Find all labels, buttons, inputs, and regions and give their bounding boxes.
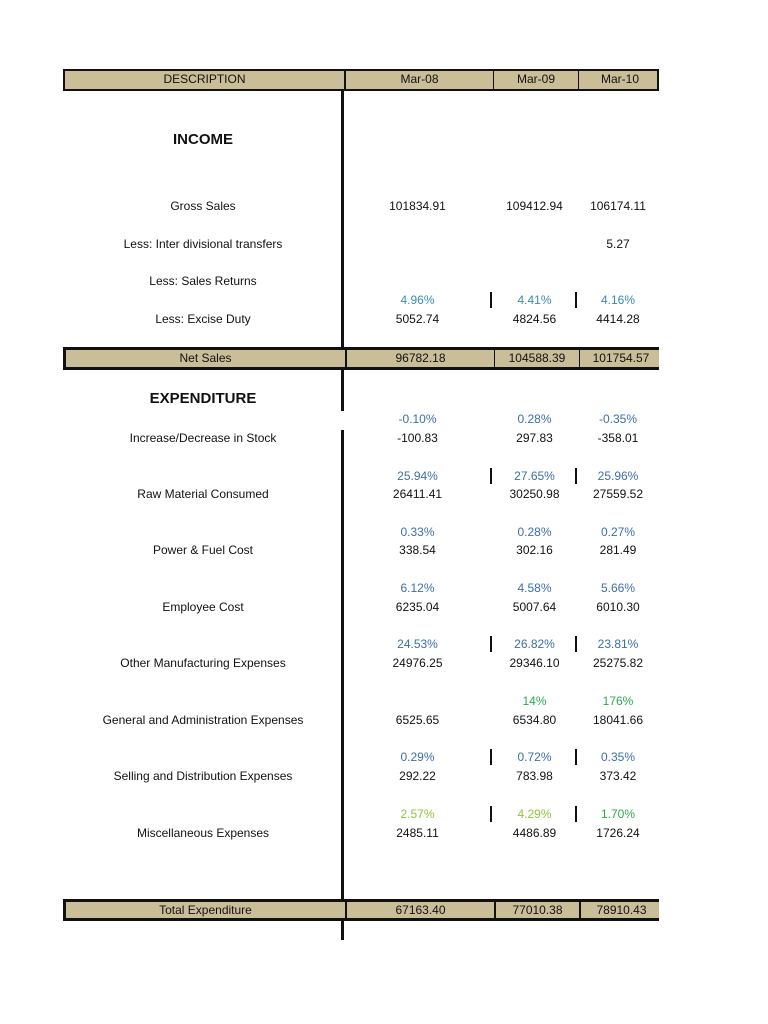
total-expenditure-row	[63, 899, 659, 921]
excise-pct-mar08: 4.96%	[400, 293, 435, 307]
misc-pct-mar09: 4.29%	[517, 807, 552, 821]
other-mfg-pct-mar09: 26.82%	[514, 637, 555, 651]
selling-pct-mar09: 0.72%	[517, 750, 552, 764]
raw-material-mar10: 27559.52	[592, 487, 644, 501]
income-title: INCOME	[173, 131, 233, 148]
gross-sales-mar09: 109412.94	[506, 199, 563, 213]
employee-pct-mar09: 4.58%	[517, 581, 552, 595]
header-mar-10: Mar-10	[578, 71, 661, 89]
other-mfg-pct-mar10: 23.81%	[597, 637, 639, 651]
net-sales-row	[63, 347, 659, 370]
total-expenditure-mar10: 78910.43	[579, 902, 662, 918]
stock-pct-mar09: 0.28%	[517, 412, 552, 426]
selling-pct-mar10: 0.35%	[600, 750, 636, 764]
misc-mar10: 1726.24	[596, 826, 640, 840]
power-fuel-pct-mar10: 0.27%	[600, 525, 636, 539]
power-fuel-pct-mar09: 0.28%	[517, 525, 552, 539]
stock-mar10: -358.01	[597, 431, 639, 445]
employee-mar08: 6235.04	[395, 600, 440, 614]
stock-mar09: 297.83	[516, 431, 553, 445]
net-sales-label: Net Sales	[179, 351, 232, 365]
stock-label: Increase/Decrease in Stock	[129, 431, 277, 445]
other-mfg-mar09: 29346.10	[509, 656, 560, 670]
selling-pct-mar08: 0.29%	[400, 750, 435, 764]
raw-material-pct-mar09: 27.65%	[514, 469, 555, 483]
general-admin-mar10: 18041.66	[592, 713, 644, 727]
inter-divisional-mar10: 5.27	[606, 237, 630, 251]
misc-pct-mar10: 1.70%	[600, 807, 636, 821]
excise-duty-mar10: 4414.28	[596, 312, 640, 326]
general-admin-mar09: 6534.80	[512, 713, 557, 727]
selling-mar08: 292.22	[399, 769, 436, 783]
selling-label: Selling and Distribution Expenses	[113, 769, 293, 783]
power-fuel-pct-mar08: 0.33%	[400, 525, 435, 539]
excise-pct-mar10: 4.16%	[600, 293, 636, 307]
raw-material-mar09: 30250.98	[509, 487, 560, 501]
employee-pct-mar08: 6.12%	[400, 581, 435, 595]
sales-returns-label: Less: Sales Returns	[149, 274, 257, 288]
gross-sales-mar10: 106174.11	[590, 199, 646, 213]
header-row	[63, 69, 659, 91]
employee-mar09: 5007.64	[512, 600, 557, 614]
power-fuel-mar08: 338.54	[399, 543, 436, 557]
misc-pct-mar08: 2.57%	[400, 807, 435, 821]
selling-mar10: 373.42	[599, 769, 637, 783]
header-mar-09: Mar-09	[493, 71, 578, 89]
net-sales-mar09: 104588.39	[494, 350, 579, 367]
gross-sales-label: Gross Sales	[170, 199, 236, 213]
general-admin-label: General and Administration Expenses	[102, 713, 304, 727]
net-sales-mar08: 96782.18	[345, 350, 494, 367]
total-expenditure-mar09: 77010.38	[494, 902, 579, 918]
general-admin-mar08: 6525.65	[395, 713, 440, 727]
total-expenditure-label: Total Expenditure	[159, 903, 252, 917]
misc-mar09: 4486.89	[512, 826, 557, 840]
other-mfg-mar10: 25275.82	[592, 656, 644, 670]
general-admin-pct-mar10: 176%	[602, 694, 634, 708]
power-fuel-label: Power & Fuel Cost	[152, 543, 254, 557]
header-mar-08: Mar-08	[344, 71, 493, 89]
stock-pct-mar08: -0.10%	[398, 412, 437, 426]
column-divider	[341, 430, 344, 940]
selling-mar09: 783.98	[516, 769, 553, 783]
other-mfg-label: Other Manufacturing Expenses	[120, 656, 286, 670]
excise-duty-mar09: 4824.56	[512, 312, 557, 326]
expenditure-title: EXPENDITURE	[149, 390, 257, 407]
power-fuel-mar09: 302.16	[516, 543, 553, 557]
misc-mar08: 2485.11	[396, 826, 439, 840]
gross-sales-mar08: 101834.91	[389, 199, 446, 213]
excise-pct-mar09: 4.41%	[517, 293, 552, 307]
raw-material-mar08: 26411.41	[392, 487, 443, 501]
net-sales-mar10: 101754.57	[579, 350, 662, 367]
stock-mar08: -100.83	[397, 431, 438, 445]
inter-divisional-label: Less: Inter divisional transfers	[123, 237, 283, 251]
raw-material-label: Raw Material Consumed	[137, 487, 269, 501]
total-expenditure-mar08: 67163.40	[345, 902, 494, 918]
power-fuel-mar10: 281.49	[599, 543, 637, 557]
excise-duty-mar08: 5052.74	[395, 312, 440, 326]
excise-duty-label: Less: Excise Duty	[155, 312, 251, 326]
stock-pct-mar10: -0.35%	[598, 412, 638, 426]
employee-label: Employee Cost	[162, 600, 244, 614]
header-description: DESCRIPTION	[163, 72, 246, 86]
raw-material-pct-mar10: 25.96%	[597, 469, 639, 483]
misc-label: Miscellaneous Expenses	[136, 826, 270, 840]
raw-material-pct-mar08: 25.94%	[397, 469, 438, 483]
other-mfg-mar08: 24976.25	[392, 656, 443, 670]
employee-mar10: 6010.30	[596, 600, 640, 614]
general-admin-pct-mar09: 14%	[522, 694, 547, 708]
other-mfg-pct-mar08: 24.53%	[397, 637, 438, 651]
employee-pct-mar10: 5.66%	[600, 581, 636, 595]
